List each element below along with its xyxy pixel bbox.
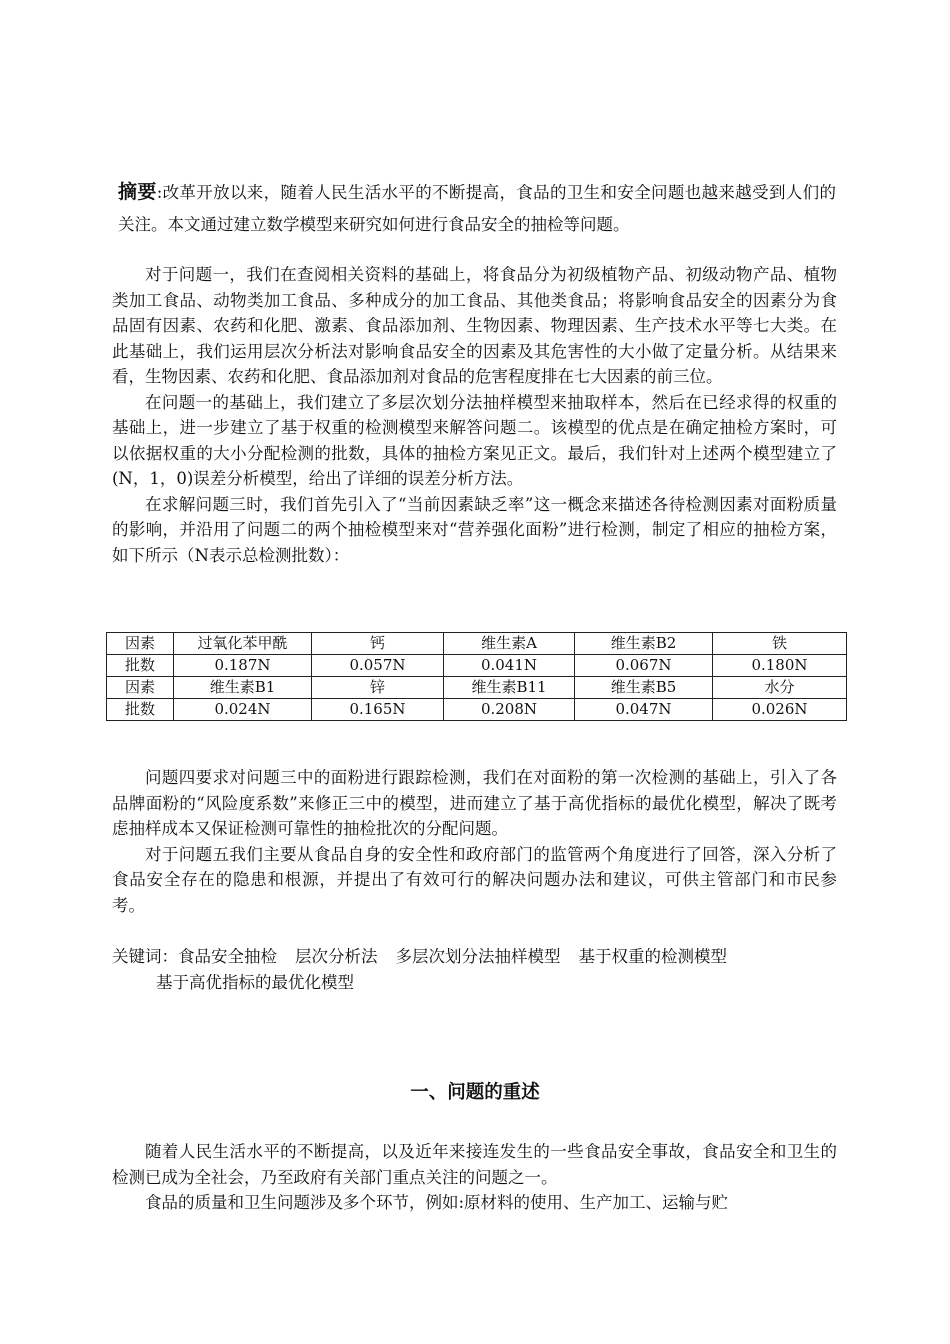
keyword: 基于高优指标的最优化模型: [156, 972, 354, 992]
abstract: [118, 176, 836, 241]
table-cell: 维生素B5: [575, 677, 713, 699]
table-cell: 水分: [713, 677, 847, 699]
table-cell: 锌: [312, 677, 444, 699]
keyword: 食品安全抽检: [178, 947, 277, 966]
table-row: [107, 677, 847, 699]
table-cell: 0.208N: [444, 699, 575, 721]
table-cell: 0.047N: [575, 699, 713, 721]
table-row: [107, 655, 847, 677]
section-paragraph: 随着人民生活水平的不断提高，以及近年来接连发生的一些食品安全事故，食品安全和卫生的检测已成为全社会，乃至政府有关部门重点关注的问题之一。: [112, 1142, 837, 1187]
table-cell: 0.026N: [713, 699, 847, 721]
keyword: 多层次划分法抽样模型: [395, 947, 561, 966]
table-cell: 维生素B11: [444, 677, 575, 699]
table-cell: 0.067N: [575, 655, 713, 677]
keyword: 基于权重的检测模型: [578, 947, 727, 966]
paragraph-problem-3: 在求解问题三时，我们首先引入了“当前因素缺乏率”这一概念来描述各待检测因素对面粉质量的影响，并沿用了问题二的两个抽检模型来对“营养强化面粉”进行检测，制定了相应的抽检方案，如下所示（N表示总检测批数）：: [112, 494, 837, 565]
table-cell: 过氧化苯甲酰: [174, 633, 312, 655]
paragraph-problem-1: 对于问题一，我们在查阅相关资料的基础上，将食品分为初级植物产品、初级动物产品、植物类加工食品、动物类加工食品、多种成分的加工食品、其他类食品；将影响食品安全的因素分为食品固有因素、农药和化肥、激素、食品添加剂、生物因素、物理因素、生产技术水平等七大类。在此基础上，我们运用层次分析法对影响食品安全的因素及其危害性的大小做了定量分析。从结果来看，生物因素、农药和化肥、食品添加剂对食品的危害程度排在七大因素的前三位。: [112, 265, 837, 386]
section-paragraph: 食品的质量和卫生问题涉及多个环节，例如:原材料的使用、生产加工、运输与贮: [145, 1193, 729, 1212]
table-cell: 因素: [107, 677, 174, 699]
paragraph-problem-4: 问题四要求对问题三中的面粉进行跟踪检测，我们在对面粉的第一次检测的基础上，引入了各品牌面粉的“风险度系数”来修正三中的模型，进而建立了基于高优指标的最优化模型，解决了既考虑抽样成本又保证检测可靠性的抽检批次的分配问题。: [112, 768, 837, 838]
paragraph-problem-2: 在问题一的基础上，我们建立了多层次划分法抽样模型来抽取样本，然后在已经求得的权重的基础上，进一步建立了基于权重的检测模型来解答问题二。该模型的优点是在确定抽检方案时，可以依据权重的大小分配检测的批数，具体的抽检方案见正文。最后，我们针对上述两个模型建立了(N，1，0)误差分析模型，给出了详细的误差分析方法。: [112, 392, 837, 488]
summary-paragraphs-b: [112, 765, 837, 918]
table-cell: 0.057N: [312, 655, 444, 677]
keywords: [112, 944, 842, 995]
keyword: 层次分析法: [295, 947, 378, 966]
sampling-plan-table: [106, 632, 847, 721]
table-cell: 钙: [312, 633, 444, 655]
paragraph-problem-5: 对于问题五我们主要从食品自身的安全性和政府部门的监管两个角度进行了回答，深入分析了食品安全存在的隐患和根源，并提出了有效可行的解决问题办法和建议，可供主管部门和市民参考。: [112, 844, 837, 915]
table-row: [107, 633, 847, 655]
table-cell: 维生素A: [444, 633, 575, 655]
section-title: 一、问题的重述: [410, 1082, 540, 1103]
section-1-paragraphs: [112, 1139, 837, 1216]
abstract-label: 摘要: [118, 181, 157, 203]
table-cell: 维生素B1: [174, 677, 312, 699]
table-cell: 批数: [107, 655, 174, 677]
table-cell: 因素: [107, 633, 174, 655]
summary-paragraphs-a: [112, 262, 837, 568]
table-cell: 0.180N: [713, 655, 847, 677]
table-cell: 维生素B2: [575, 633, 713, 655]
table-cell: 0.187N: [174, 655, 312, 677]
table-cell: 0.041N: [444, 655, 575, 677]
table-row: [107, 699, 847, 721]
table-cell: 铁: [713, 633, 847, 655]
table-cell: 0.165N: [312, 699, 444, 721]
table-cell: 0.024N: [174, 699, 312, 721]
table-cell: 批数: [107, 699, 174, 721]
abstract-text: :改革开放以来，随着人民生活水平的不断提高，食品的卫生和安全问题也越来越受到人们的关注。本文通过建立数学模型来研究如何进行食品安全的抽检等问题。: [118, 183, 836, 234]
keywords-label: 关键词：: [112, 947, 178, 966]
